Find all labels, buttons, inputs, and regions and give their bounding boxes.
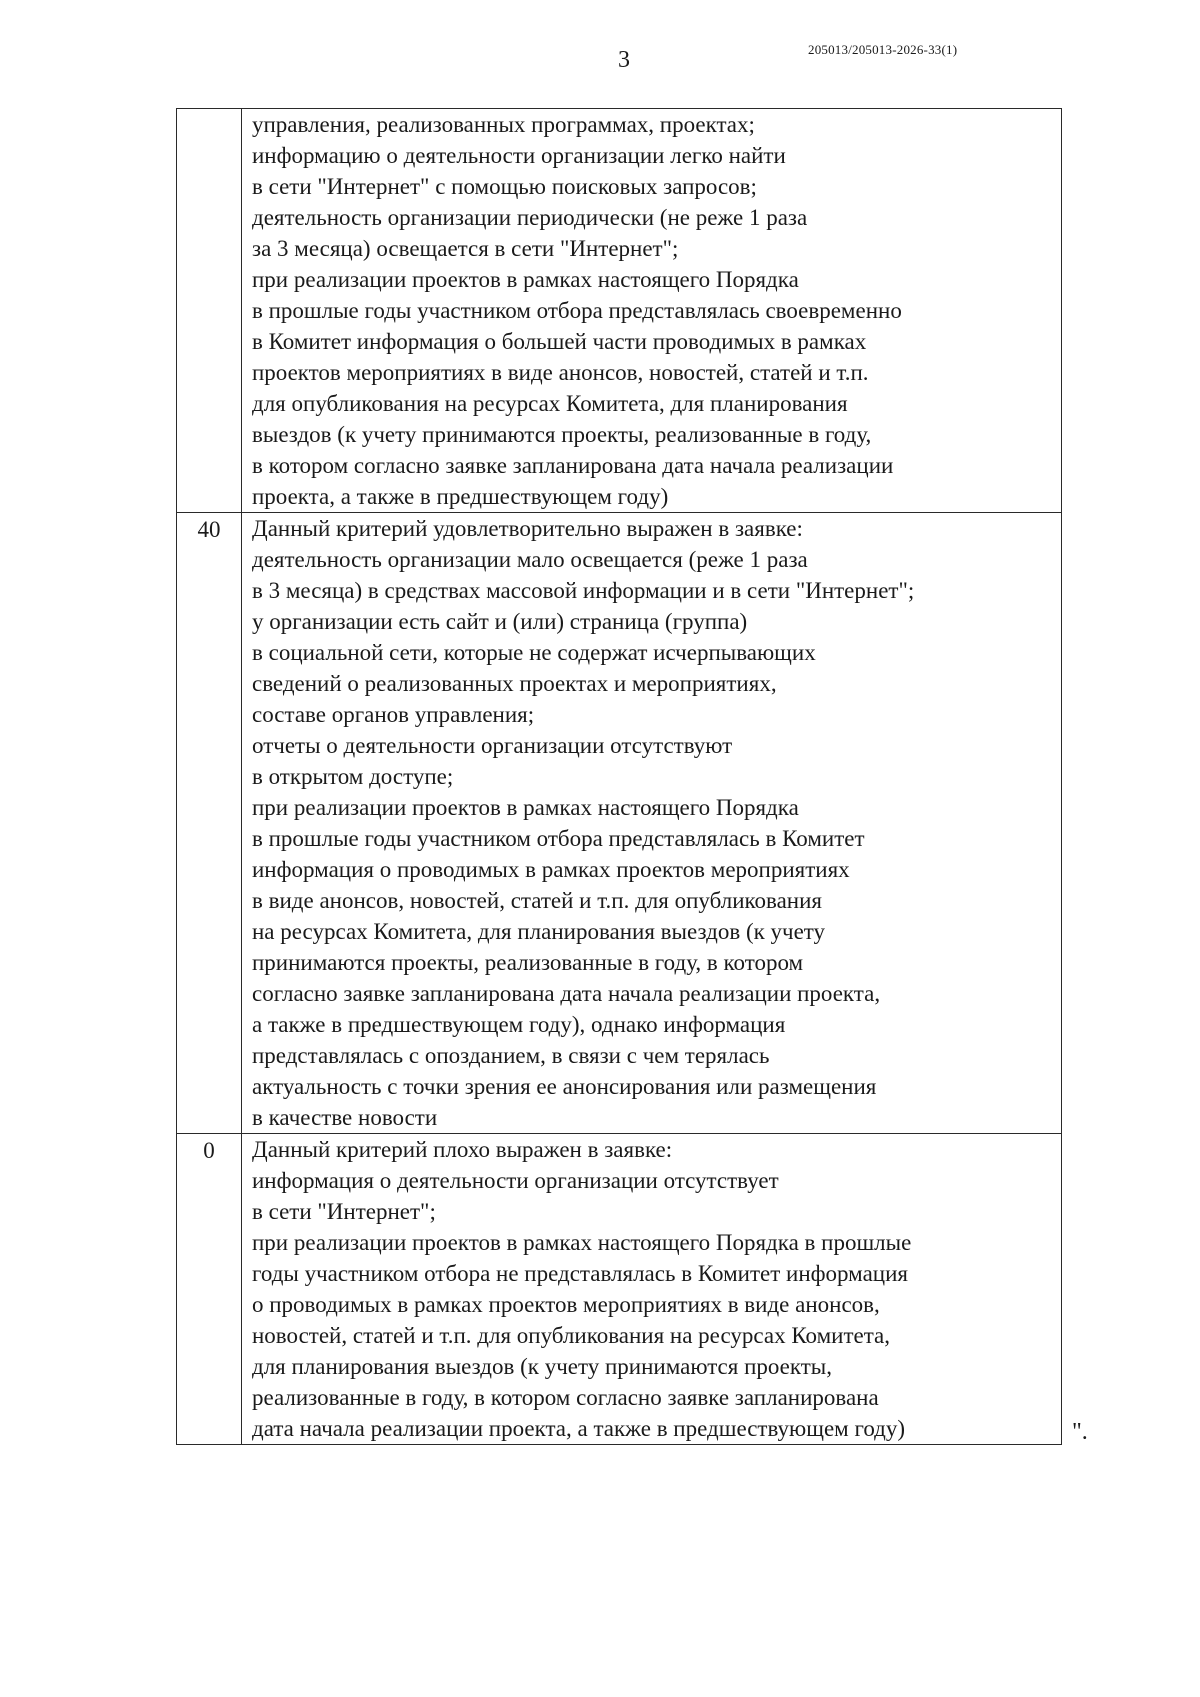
criterion-text-line: актуальность с точки зрения ее анонсирования или размещения (252, 1074, 877, 1099)
criterion-text-line: составе органов управления; (252, 702, 535, 727)
criterion-text-line: на ресурсах Комитета, для планирования выездов (к учету (252, 919, 826, 944)
criterion-text-line: представлялась с опозданием, в связи с чем терялась (252, 1043, 770, 1068)
criterion-description-cell (242, 109, 1062, 513)
criterion-text-line: Данный критерий плохо выражен в заявке: (252, 1137, 673, 1162)
criterion-text-line: информация о проводимых в рамках проектов мероприятиях (252, 857, 850, 882)
closing-quote-mark: ". (1072, 1419, 1088, 1445)
criterion-text-line: деятельность организации мало освещается (реже 1 раза (252, 547, 808, 572)
criterion-text-line: в сети "Интернет"; (252, 1199, 436, 1224)
score-cell (177, 513, 242, 1134)
criterion-text-line: годы участником отбора не представлялась в Комитет информация (252, 1261, 908, 1286)
score-value: 40 (197, 517, 221, 542)
criterion-text-line: при реализации проектов в рамках настоящего Порядка в прошлые (252, 1230, 912, 1255)
criteria-row (177, 109, 1062, 513)
score-value: 0 (203, 1138, 215, 1163)
criterion-text-line: согласно заявке запланирована дата начала реализации проекта, (252, 981, 881, 1006)
criterion-text-line: проекта, а также в предшествующем году) (252, 484, 669, 509)
score-value (177, 109, 241, 110)
criterion-text-line: в социальной сети, которые не содержат исчерпывающих (252, 640, 816, 665)
criterion-text-line: дата начала реализации проекта, а также в предшествующем году) (252, 1416, 906, 1441)
criterion-text-line: в прошлые годы участником отбора представлялась в Комитет (252, 826, 865, 851)
criterion-text-line: при реализации проектов в рамках настоящего Порядка (252, 267, 799, 292)
criterion-text-line: в 3 месяца) в средствах массовой информации и в сети "Интернет"; (252, 578, 915, 603)
criteria-row (177, 1134, 1062, 1445)
criterion-text-line: в Комитет информация о большей части проводимых в рамках (252, 329, 867, 354)
criterion-text-line: при реализации проектов в рамках настоящего Порядка (252, 795, 799, 820)
criterion-description-cell (242, 1134, 1062, 1445)
criterion-text-line: в виде анонсов, новостей, статей и т.п. для опубликования (252, 888, 823, 913)
page-number: 3 (618, 47, 630, 73)
criterion-text-line: за 3 месяца) освещается в сети "Интернет"; (252, 236, 679, 261)
criterion-text-line: новостей, статей и т.п. для опубликования на ресурсах Комитета, (252, 1323, 890, 1348)
criterion-text-line: проектов мероприятиях в виде анонсов, новостей, статей и т.п. (252, 360, 869, 385)
criterion-text-line: информацию о деятельности организации легко найти (252, 143, 786, 168)
criteria-table-body (177, 109, 1062, 1445)
criterion-text-line: в сети "Интернет" с помощью поисковых запросов; (252, 174, 757, 199)
criterion-text-line: у организации есть сайт и (или) страница (группа) (252, 609, 748, 634)
criterion-text-line: сведений о реализованных проектах и мероприятиях, (252, 671, 777, 696)
criterion-text-line: Данный критерий удовлетворительно выражен в заявке: (252, 516, 803, 541)
criterion-text-line: а также в предшествующем году), однако информация (252, 1012, 786, 1037)
criterion-text-line: о проводимых в рамках проектов мероприятиях в виде анонсов, (252, 1292, 880, 1317)
criteria-row (177, 513, 1062, 1134)
score-cell (177, 109, 242, 513)
criterion-text-line: для опубликования на ресурсах Комитета, для планирования (252, 391, 848, 416)
criterion-text-line: принимаются проекты, реализованные в году, в котором (252, 950, 804, 975)
criterion-text-line: выездов (к учету принимаются проекты, реализованные в году, (252, 422, 872, 447)
criterion-text-line: информация о деятельности организации отсутствует (252, 1168, 779, 1193)
score-cell (177, 1134, 242, 1445)
criterion-text-line: в открытом доступе; (252, 764, 454, 789)
criterion-text-line: в котором согласно заявке запланирована дата начала реализации (252, 453, 894, 478)
criterion-text-line: деятельность организации периодически (не реже 1 раза (252, 205, 808, 230)
criterion-text-line: в качестве новости (252, 1105, 438, 1130)
criterion-text-line: реализованные в году, в котором согласно заявке запланирована (252, 1385, 879, 1410)
criterion-text-line: управления, реализованных программах, проектах; (252, 112, 755, 137)
criterion-description-cell (242, 513, 1062, 1134)
document-code: 205013/205013-2026-33(1) (808, 42, 958, 57)
criterion-text-line: отчеты о деятельности организации отсутствуют (252, 733, 733, 758)
criterion-text-line: для планирования выездов (к учету принимаются проекты, (252, 1354, 832, 1379)
criterion-text-line: в прошлые годы участником отбора представлялась своевременно (252, 298, 902, 323)
criteria-table (176, 108, 1062, 1445)
